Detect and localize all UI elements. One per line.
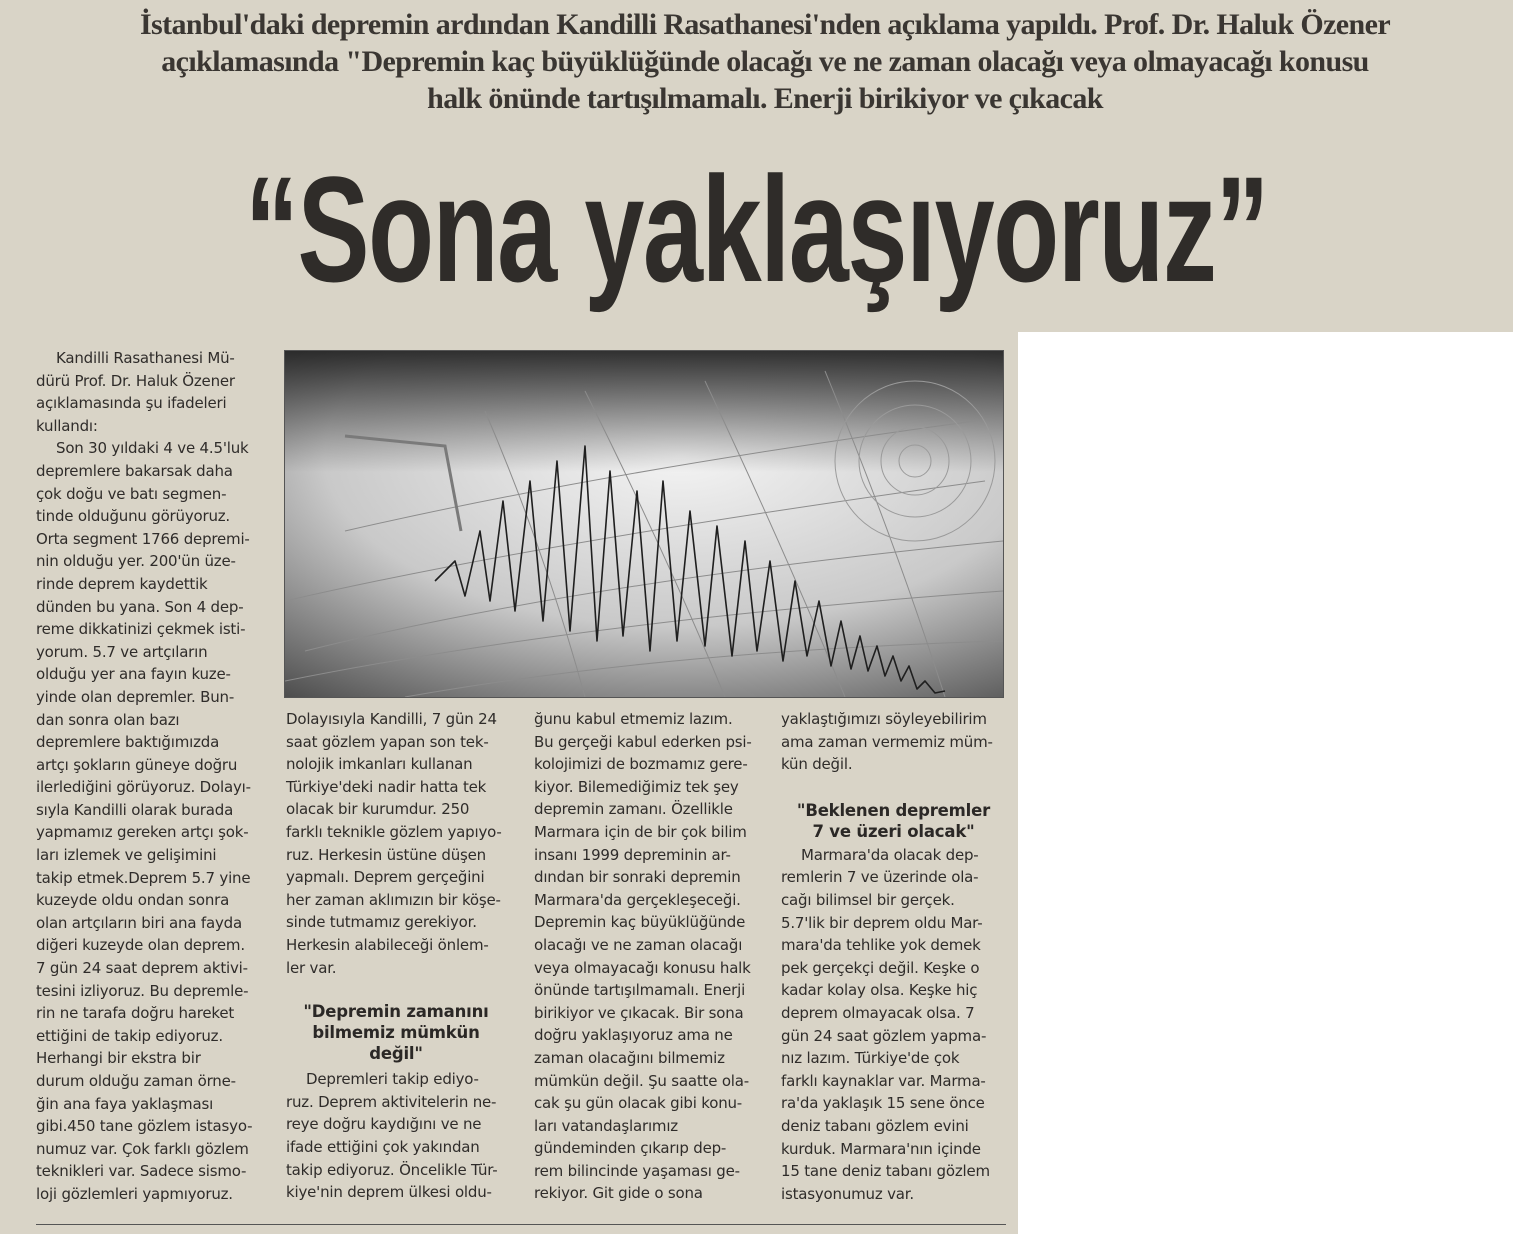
text-line: kuzeyde oldu ondan sonra — [36, 891, 230, 910]
text-line: Herkesin alabileceği önlem- — [286, 935, 489, 954]
column-1 — [36, 347, 252, 1206]
text-line: Türkiye'deki nadir hatta tek — [286, 777, 487, 796]
text-line: ettiğini de takip ediyoruz. — [36, 1026, 223, 1045]
text-line: doğru yaklaşıyoruz ama ne — [534, 1026, 733, 1045]
text-line: dan sonra olan bazı — [36, 710, 180, 729]
text-line: açıklamasında şu ifadeleri — [36, 394, 227, 413]
bottom-rule — [36, 1224, 1006, 1225]
text-line: istasyonumuz var. — [781, 1184, 914, 1203]
text-line: farklı kaynaklar var. Marma- — [781, 1071, 986, 1090]
text-line: dünden bu yana. Son 4 dep- — [36, 597, 244, 616]
kicker-line: halk önünde tartışılmamalı. Enerji birikiyor ve çıkacak — [427, 82, 1103, 115]
text-line: ilerlediğini görüyoruz. Dolayı- — [36, 778, 251, 797]
text-line: yinde olan depremler. Bun- — [36, 687, 235, 706]
text-line: remlerin 7 ve üzerinde ola- — [781, 868, 979, 887]
text-line: Kandilli Rasathanesi Mü- — [56, 349, 235, 367]
text-line: birikiyor ve çıkacak. Bir sona — [534, 1003, 744, 1022]
text-line: takip etmek.Deprem 5.7 yine — [36, 868, 251, 887]
text-line: Marmara'da gerçekleşeceği. — [534, 890, 741, 909]
text-line: Marmara'da olacak dep- — [801, 845, 979, 864]
text-line: ğin ana faya yaklaşması — [36, 1094, 214, 1113]
text-line: Dolayısıyla Kandilli, 7 gün 24 — [286, 710, 497, 728]
text-line: olduğu yer ana fayın kuze- — [36, 665, 231, 684]
text-line: ama zaman vermemiz müm- — [781, 732, 993, 751]
text-line: önünde tartışılmamalı. Enerji — [534, 981, 746, 1000]
text-line: sıyla Kandilli olarak burada — [36, 800, 234, 819]
text-line: gibi.450 tane gözlem istasyo- — [36, 1117, 253, 1136]
text-line: pek gerçekçi değil. Keşke o — [781, 958, 980, 977]
kicker-line: açıklamasında "Depremin kaç büyüklüğünde olacağı ve ne zaman olacağı veya olmayacağı konusu — [161, 45, 1369, 78]
text-line: Herhangi bir ekstra bir — [36, 1049, 201, 1068]
text-line: çok doğu ve batı segmen- — [36, 484, 227, 503]
text-line: farklı teknikle gözlem yapıyo- — [286, 822, 502, 841]
text-line: gündeminden çıkarıp dep- — [534, 1139, 727, 1158]
text-line: depremlere bakarsak daha — [36, 461, 233, 480]
text-line: kurduk. Marmara'nın içinde — [781, 1139, 981, 1158]
text-line: Son 30 yıldaki 4 ve 4.5'luk — [56, 439, 249, 458]
text-line: ğunu kabul etmemiz lazım. — [534, 710, 733, 728]
text-line: kullandı: — [36, 416, 98, 435]
text-line: ruz. Deprem aktivitelerin ne- — [286, 1092, 497, 1111]
subheading-line: değil" — [369, 1044, 423, 1064]
text-line: kün değil. — [781, 755, 853, 774]
text-line: veya olmayacağı konusu halk — [534, 958, 751, 977]
text-line: diğeri kuzeyde olan deprem. — [36, 936, 245, 955]
text-line: ra'da yaklaşık 15 sene önce — [781, 1094, 985, 1113]
text-line: yorum. 5.7 ve artçıların — [36, 642, 208, 661]
text-line: nız lazım. Türkiye'de çok — [781, 1049, 960, 1068]
subheading-line: "Beklenen depremler — [796, 800, 991, 820]
subheading — [781, 800, 1006, 842]
text-line: Depremin kaç büyüklüğünde — [534, 913, 746, 932]
text-line: saat gözlem yapan son tek- — [286, 732, 489, 751]
headline-text: “Sona yaklaşıyoruz” — [244, 145, 1269, 313]
text-line: cağı bilimsel bir gerçek. — [781, 890, 955, 909]
text-line: deprem olmayacak olsa. 7 — [781, 1003, 975, 1022]
text-line: mümkün değil. Şu saatte ola- — [534, 1071, 749, 1090]
column-2 — [286, 708, 506, 1204]
column-4 — [781, 708, 1006, 1205]
text-line: nin olduğu yer. 200'ün üze- — [36, 552, 236, 571]
text-line: ruz. Herkesin üstüne düşen — [286, 845, 486, 864]
text-line: rekiyor. Git gide o sona — [534, 1184, 703, 1203]
text-line: depremin zamanı. Özellikle — [534, 800, 733, 819]
text-line: cak şu gün olacak gibi konu- — [534, 1094, 743, 1113]
text-line: dından bir sonraki depremin — [534, 868, 741, 887]
subheading-line: 7 ve üzeri olacak" — [812, 821, 975, 841]
text-line: insanı 1999 depreminin ar- — [534, 845, 731, 864]
text-line: ları vatandaşlarımız — [534, 1116, 678, 1135]
text-line: numuz var. Çok farklı gözlem — [36, 1139, 249, 1158]
text-line: 7 gün 24 saat deprem aktivi- — [36, 959, 248, 978]
text-line: loji gözlemleri yapmıyoruz. — [36, 1184, 233, 1203]
column-3 — [534, 708, 752, 1205]
text-line: 15 tane deniz tabanı gözlem — [781, 1162, 990, 1181]
text-line: zaman olacağını bilmemiz — [534, 1048, 725, 1067]
text-line: Orta segment 1766 depremi- — [36, 529, 250, 548]
text-line: ları izlemek ve gelişimini — [36, 846, 217, 865]
text-line: yapmalı. Deprem gerçeğini — [286, 868, 485, 887]
text-line: ler var. — [286, 958, 337, 977]
text-line: takip ediyoruz. Öncelikle Tür- — [286, 1160, 498, 1179]
text-line: deniz tabanı gözlem evini — [781, 1116, 969, 1135]
text-line: 5.7'lik bir deprem oldu Mar- — [781, 913, 983, 932]
text-line: olacağı ve ne zaman olacağı — [534, 935, 743, 954]
text-line: rem bilincinde yaşaması ge- — [534, 1161, 740, 1180]
text-line: sinde tutmamız gerekiyor. — [286, 913, 477, 932]
text-line: Depremleri takip ediyo- — [306, 1070, 479, 1089]
text-line: kolojimizi de bozmamız gere- — [534, 755, 748, 774]
text-line: dürü Prof. Dr. Haluk Özener — [36, 371, 235, 390]
kicker — [20, 6, 1510, 117]
text-line: artçı şokların güneye doğru — [36, 755, 238, 774]
subheading-line: "Depremin zamanını — [303, 1002, 489, 1022]
text-line: yapmamız gereken artçı şok- — [36, 823, 249, 842]
text-line: ifade ettiğini çok yakından — [286, 1137, 480, 1156]
text-line: depremlere baktığımızda — [36, 733, 220, 752]
text-line: rinde deprem kaydettik — [36, 574, 208, 593]
kicker-line: İstanbul'daki depremin ardından Kandilli Rasathanesi'nden açıklama yapıldı. Prof. Dr. Haluk Özener — [139, 8, 1391, 41]
text-line: mara'da tehlike yok demek — [781, 936, 981, 955]
subheading — [286, 1001, 506, 1064]
text-line: yaklaştığımızı söyleyebilirim — [781, 710, 987, 728]
text-line: nolojik imkanları kullanan — [286, 755, 473, 774]
seismograph-photo — [284, 350, 1004, 698]
text-line: kadar kolay olsa. Keşke hiç — [781, 981, 978, 1000]
text-line: tinde olduğunu görüyoruz. — [36, 507, 230, 526]
text-line: reme dikkatinizi çekmek isti- — [36, 620, 246, 639]
text-line: reye doğru kaydığını ve ne — [286, 1115, 482, 1134]
text-line: olan artçıların biri ana fayda — [36, 913, 242, 932]
text-line: kiyor. Bilemediğimiz tek şey — [534, 777, 739, 796]
headline — [0, 134, 1513, 324]
text-line: tesini izliyoruz. Bu depremle- — [36, 981, 249, 1000]
text-line: Marmara için de bir çok bilim — [534, 822, 747, 841]
text-line: kiye'nin deprem ülkesi oldu- — [286, 1183, 492, 1202]
text-line: gün 24 saat gözlem yapma- — [781, 1026, 987, 1045]
text-line: durum olduğu zaman örne- — [36, 1072, 236, 1090]
text-line: her zaman aklımızın bir köşe- — [286, 890, 501, 909]
text-line: olacak bir kurumdur. 250 — [286, 800, 470, 819]
text-line: Bu gerçeği kabul ederken psi- — [534, 732, 752, 751]
text-line: teknikleri var. Sadece sismo- — [36, 1162, 247, 1181]
subheading-line: bilmemiz mümkün — [312, 1023, 480, 1043]
text-line: rin ne tarafa doğru hareket — [36, 1004, 235, 1023]
